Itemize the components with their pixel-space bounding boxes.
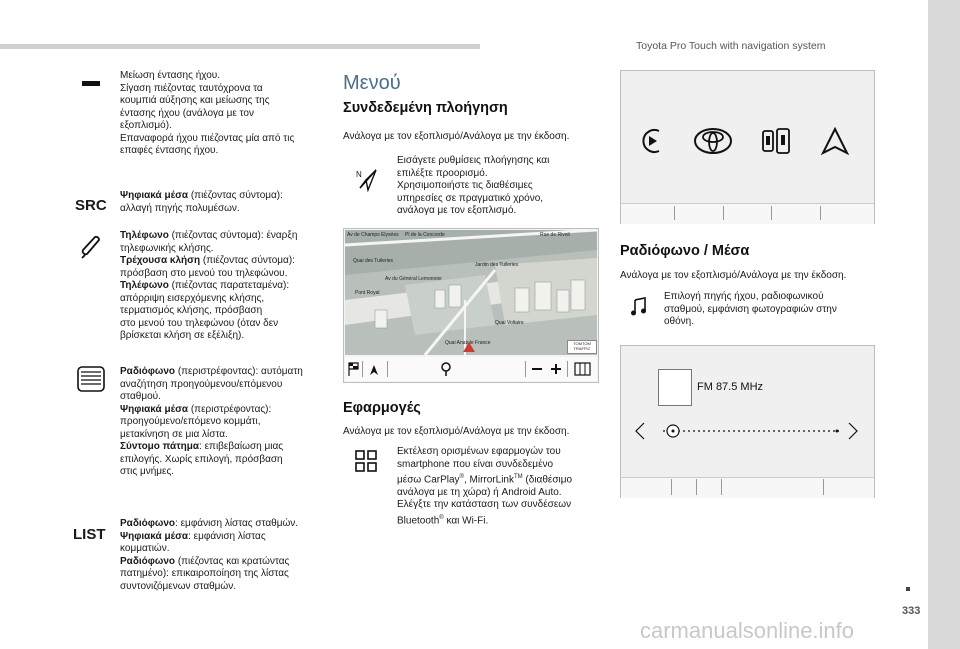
bold-term: Ψηφιακά μέσα xyxy=(120,190,189,201)
bold-term: Ραδιόφωνο xyxy=(120,366,176,377)
zoom-in-icon[interactable] xyxy=(550,363,562,375)
text-line: ανάλογα με τη χώρα) ή Android Auto. xyxy=(397,486,562,498)
text-line: Εκτέλεση ορισμένων εφαρμογών του xyxy=(397,446,561,457)
divider xyxy=(567,361,568,377)
text-line: σταθμού. xyxy=(120,391,161,402)
list-description xyxy=(120,518,330,593)
text-line: πρόσβαση στο μενού του τηλεφώνου. xyxy=(120,267,288,279)
bold-term: Ραδιόφωνο xyxy=(120,555,176,567)
text-line: Χρησιμοποιήστε τις διαθέσιμες xyxy=(397,180,533,191)
superscript: ® xyxy=(439,514,444,521)
text-line: στο μενού του τηλεφώνου (όταν δεν xyxy=(120,317,279,329)
text-line: Επαναφορά ήχου πιέζοντας μία από τις xyxy=(120,132,295,144)
text-line: συντονιζόμενων σταθμών. xyxy=(120,580,237,592)
text-line: εξοπλισμό). xyxy=(120,120,172,131)
text-line: Εισάγετε ρυθμίσεις πλοήγησης και xyxy=(397,155,550,166)
watermark: carmanualsonline.info xyxy=(640,618,855,643)
volume-description xyxy=(120,70,330,158)
text-line: επαφές έντασης ήχου. xyxy=(120,145,219,156)
src-description xyxy=(120,190,330,215)
radio-description xyxy=(664,291,837,329)
text-fragment: (πιέζοντας και κρατώντας xyxy=(175,555,290,567)
page-number: 333 xyxy=(902,605,921,617)
text-fragment: (περιστρέφοντας): xyxy=(188,403,272,415)
text-fragment: Bluetooth xyxy=(397,515,440,527)
zoom-out-icon[interactable] xyxy=(531,363,543,375)
music-note-icon xyxy=(630,297,648,317)
top-rule xyxy=(0,44,480,49)
superscript: TM xyxy=(513,474,523,480)
text-fragment: (πιέζοντας σύντομα): xyxy=(188,190,283,201)
phone-icon xyxy=(79,234,105,260)
text-line: Μείωση έντασης ήχου. xyxy=(120,70,221,81)
nav-intro: Ανάλογα με τον εξοπλισμό/Ανάλογα με την έκδοση. xyxy=(343,131,570,142)
superscript: ® xyxy=(459,474,464,480)
bold-term: Ψηφιακά μέσα xyxy=(120,530,189,542)
text-fragment: : εμφάνιση λίστας σταθμών. xyxy=(175,518,299,529)
text-line: αλλαγή πηγής πολυμέσων. xyxy=(120,202,240,214)
wheel-description xyxy=(120,366,330,479)
bold-term: Ψηφιακά μέσα xyxy=(120,403,189,415)
map-label: Pont Royal xyxy=(355,290,380,296)
text-fragment: , MirrorLink xyxy=(463,474,514,486)
page-marker xyxy=(906,587,910,591)
bold-term: Τρέχουσα κλήση xyxy=(120,255,201,266)
svg-text:N: N xyxy=(356,170,362,179)
map-illustration xyxy=(345,230,597,355)
toyota-logo-icon[interactable] xyxy=(693,126,733,156)
bold-term: Σύντομο πάτημα xyxy=(120,441,200,452)
bold-term: Ραδιόφωνο xyxy=(120,518,176,529)
text-line: πατημένο): επικαιροποίηση της λίστας xyxy=(120,568,289,579)
map-label: Av de Champs Elysées xyxy=(347,232,399,238)
text-fragment: : επιβεβαίωση μιας xyxy=(199,441,284,452)
map-label: Jardin des Tuileries xyxy=(475,262,519,268)
text-line: τηλεφωνικής κλήσης. xyxy=(120,242,214,254)
text-line: προηγούμενο/επόμενο κομμάτι, xyxy=(120,416,261,427)
text-line: βρίσκεται κλήση σε εξέλιξη). xyxy=(120,330,245,341)
text-line: στις μνήμες. xyxy=(120,466,175,477)
navigation-icon xyxy=(356,168,378,192)
navigation-screen xyxy=(343,228,599,383)
text-line: τερματισμός κλήσης, πρόσβαση xyxy=(120,305,263,316)
text-line: smartphone που είναι συνδεδεμένο xyxy=(397,458,554,470)
text-line: έντασης ήχου (ανάλογα με τον xyxy=(120,107,254,119)
text-fragment: : εμφάνιση λίστας xyxy=(188,530,266,542)
text-line: αναζήτηση προηγούμενου/επόμενου xyxy=(120,378,283,390)
radio-screen xyxy=(620,345,875,498)
thumbwheel-icon xyxy=(77,366,105,392)
side-band xyxy=(928,0,960,649)
map-label: Av du Général Lemonnier xyxy=(385,276,442,282)
text-line: κουμπιά αύξησης και μείωσης της xyxy=(120,95,270,106)
station-logo-placeholder xyxy=(658,369,692,406)
compass-icon[interactable] xyxy=(367,361,381,377)
text-line: σταθμού, εμφάνιση φωτογραφιών στην xyxy=(664,303,837,315)
bold-term: Τηλέφωνο xyxy=(120,280,169,291)
text-line: υπηρεσίες σε πραγματικό χρόνο, xyxy=(397,192,544,204)
map-view[interactable] xyxy=(345,230,597,355)
text-line: απόρριψη εισερχόμενης κλήσης, xyxy=(120,292,265,304)
text-line: κομματιών. xyxy=(120,543,170,554)
map-menu-icon[interactable] xyxy=(574,361,592,377)
text-fragment: μέσω CarPlay xyxy=(397,474,460,486)
text-line: μετακίνηση σε μια λίστα. xyxy=(120,428,228,440)
text-fragment: (πιέζοντας σύντομα): xyxy=(200,255,295,266)
divider xyxy=(525,361,526,377)
frequency-slider[interactable] xyxy=(659,423,845,439)
text-line: επιλέξτε προορισμό. xyxy=(397,167,488,179)
text-fragment: (πιέζοντας σύντομα): έναρξη xyxy=(168,230,298,241)
text-fragment: (περιστρέφοντας): αυτόματη xyxy=(175,366,303,377)
page-header-title: Toyota Pro Touch with navigation system xyxy=(636,40,826,52)
text-line: Ελέγξτε την κατάσταση των συνδέσεων xyxy=(397,499,572,511)
text-line: Επιλογή πηγής ήχου, ραδιοφωνικού xyxy=(664,291,824,302)
map-label: Rue de Rivoli xyxy=(540,232,570,238)
text-line: Σίγαση πιέζοντας ταυτόχρονα τα xyxy=(120,82,263,94)
bold-term: Τηλέφωνο xyxy=(120,230,169,241)
radio-intro: Ανάλογα με τον εξοπλισμό/Ανάλογα με την έκδοση. xyxy=(620,270,847,281)
divider xyxy=(362,361,363,377)
search-pin-icon[interactable] xyxy=(439,361,453,377)
text-fragment: (πιέζοντας παρατεταμένα): xyxy=(168,280,290,291)
android-auto-icon[interactable] xyxy=(821,127,849,155)
src-label: SRC xyxy=(75,197,107,214)
text-line: οθόνη. xyxy=(664,316,695,327)
text-line: ανάλογα με τον εξοπλισμό. xyxy=(397,205,517,216)
menu-heading: Μενού xyxy=(343,72,401,94)
map-label: Quai Voltaire xyxy=(495,320,524,326)
phone-description xyxy=(120,230,330,343)
applications-icon xyxy=(355,450,377,472)
carplay-icon[interactable] xyxy=(639,127,665,155)
apps-screen xyxy=(620,70,875,224)
apps-heading: Εφαρμογές xyxy=(343,400,421,416)
radio-heading: Ραδιόφωνο / Μέσα xyxy=(620,243,750,259)
map-label: Quai des Tuileries xyxy=(353,258,394,264)
map-label: Quai Anatole France xyxy=(445,340,491,346)
list-label: LIST xyxy=(73,526,106,543)
apps-description xyxy=(397,446,572,528)
frequency-display: FM 87.5 MHz xyxy=(697,381,764,393)
divider xyxy=(387,361,388,377)
apps-intro: Ανάλογα με τον εξοπλισμό/Ανάλογα με την έκδοση. xyxy=(343,426,570,437)
route-flag-icon[interactable] xyxy=(346,361,360,377)
map-label: Pl de la Concorde xyxy=(405,232,445,238)
chevron-left-icon[interactable] xyxy=(633,421,647,441)
text-line: επιλογής. Χωρίς επιλογή, πρόσβαση xyxy=(120,453,283,465)
map-toolbar xyxy=(345,357,597,381)
nav-description xyxy=(397,155,549,218)
text-fragment: και Wi-Fi. xyxy=(443,515,489,527)
text-fragment: (διαθέσιμο xyxy=(522,474,573,486)
nav-heading: Συνδεδεμένη πλοήγηση xyxy=(343,100,508,116)
tomtom-traffic-badge: TOMTOM TRAFFIC xyxy=(567,340,597,354)
chevron-right-icon[interactable] xyxy=(846,421,860,441)
mirrorlink-icon[interactable] xyxy=(761,127,791,155)
minus-icon xyxy=(82,80,102,88)
